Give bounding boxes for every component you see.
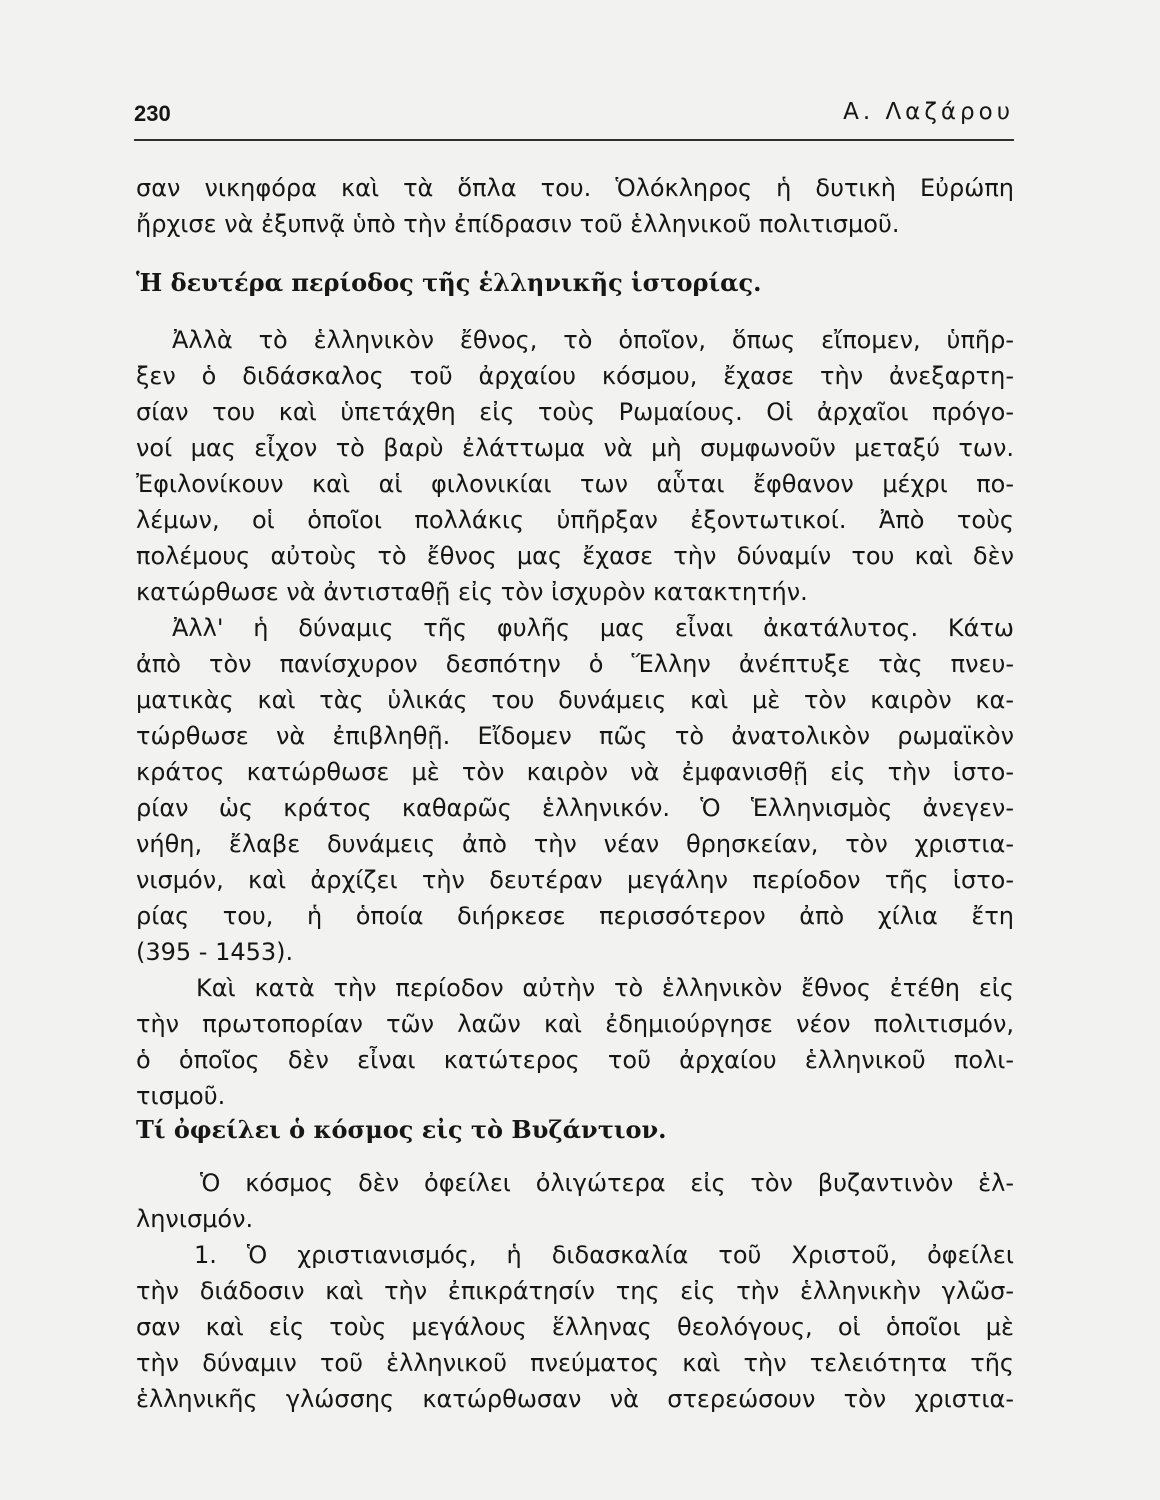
text-line: ὁ ὁποῖος δὲν εἶναι κατώτερος τοῦ ἀρχαίου ἑλληνικοῦ πολι- [136,1046,1014,1074]
text-line: ληνισμόν. [136,1205,254,1233]
text-line: ἀπὸ τὸν πανίσχυρον δεσπότην ὁ Ἕλλην ἀνέπτυξε τὰς πνευ- [136,650,1014,678]
text-line: 1. Ὁ χριστιανισμός, ἡ διδασκαλία τοῦ Χριστοῦ, ὀφείλει [194,1241,1014,1269]
running-head [134,97,1014,141]
text-line: σαν νικηφόρα καὶ τὰ ὅπλα του. Ὁλόκληρος ἡ δυτικὴ Εὐρώπη [136,174,1014,202]
text-line: Ἀλλ' ἡ δύναμις τῆς φυλῆς μας εἶναι ἀκατάλυτος. Κάτω [172,614,1014,642]
running-head-author: Α. Λαζάρου [843,99,1014,125]
paragraph-byzantium [136,1165,1014,1417]
text-line: τώρθωσε νὰ ἐπιβληθῇ. Εἴδομεν πῶς τὸ ἀνατολικὸν ρωμαϊκὸν [136,722,1014,750]
text-line: ματικὰς καὶ τὰς ὑλικάς του δυνάμεις καὶ μὲ τὸν καιρὸν κα- [136,686,1014,714]
text-line: λέμων, οἱ ὁποῖοι πολλάκις ὑπῆρξαν ἐξοντωτικοί. Ἀπὸ τοὺς [136,506,1014,534]
text-line: Ἀλλὰ τὸ ἑλληνικὸν ἔθνος, τὸ ὁποῖον, ὅπως εἴπομεν, ὑπῆρ- [172,326,1014,354]
text-line: νισμόν, καὶ ἀρχίζει τὴν δευτέραν μεγάλην περίοδον τῆς ἱστο- [136,866,1014,894]
text-line: τισμοῦ. [136,1082,226,1110]
text-line: τὴν διάδοσιν καὶ τὴν ἐπικράτησίν της εἰς τὴν ἑλληνικὴν γλῶσ- [136,1277,1014,1305]
section-heading-byzantium: Τί ὀφείλει ὁ κόσμος εἰς τὸ Βυζάντιον. [136,1115,667,1144]
text-line: ξεν ὁ διδάσκαλος τοῦ ἀρχαίου κόσμου, ἔχασε τὴν ἀνεξαρτη- [136,362,1014,390]
text-line: νοί μας εἶχον τὸ βαρὺ ἐλάττωμα νὰ μὴ συμφωνοῦν μεταξύ των. [136,434,1014,462]
text-line: τὴν πρωτοπορίαν τῶν λαῶν καὶ ἐδημιούργησε νέον πολιτισμόν, [136,1010,1014,1038]
text-line: πολέμους αὐτοὺς τὸ ἔθνος μας ἔχασε τὴν δύναμίν του καὶ δὲν [136,542,1014,570]
text-line: (395 - 1453). [136,938,294,966]
text-line: ρίας του, ἡ ὁποία διήρκεσε περισσότερον ἀπὸ χίλια ἔτη [136,902,1014,930]
text-line: τὴν δύναμιν τοῦ ἑλληνικοῦ πνεύματος καὶ τὴν τελειότητα τῆς [136,1349,1014,1377]
text-line: κατώρθωσε νὰ ἀντισταθῇ εἰς τὸν ἰσχυρὸν κατακτητήν. [136,578,808,606]
text-line: κράτος κατώρθωσε μὲ τὸν καιρὸν νὰ ἐμφανισθῇ εἰς τὴν ἱστο- [136,758,1014,786]
text-line: Ὁ κόσμος δὲν ὀφείλει ὀλιγώτερα εἰς τὸν βυζαντινὸν ἑλ- [200,1169,1014,1197]
text-line: ἤρχισε νὰ ἐξυπνᾷ ὑπὸ τὴν ἐπίδρασιν τοῦ ἑλληνικοῦ πολιτισμοῦ. [136,210,900,238]
text-line: Καὶ κατὰ τὴν περίοδον αὐτὴν τὸ ἑλληνικὸν ἔθνος ἐτέθη εἰς [196,974,1014,1002]
page-number: 230 [134,101,171,126]
text-line: ἑλληνικῆς γλώσσης κατώρθωσαν νὰ στερεώσουν τὸν χριστια- [136,1385,1014,1413]
text-line: ρίαν ὡς κράτος καθαρῶς ἑλληνικόν. Ὁ Ἑλληνισμὸς ἀνεγεν- [136,794,1014,822]
text-line: Ἐφιλονίκουν καὶ αἱ φιλονικίαι των αὗται ἔφθανον μέχρι πο- [136,470,1014,498]
paragraph-second-period [136,322,1014,1114]
section-heading-second-period: Ἡ δευτέρα περίοδος τῆς ἑλληνικῆς ἱστορίας. [136,268,762,297]
text-line: σίαν του καὶ ὑπετάχθη εἰς τοὺς Ρωμαίους. Οἱ ἀρχαῖοι πρόγο- [136,398,1014,426]
paragraph-intro [136,170,1014,242]
text-line: νήθη, ἔλαβε δυνάμεις ἀπὸ τὴν νέαν θρησκείαν, τὸν χριστια- [136,830,1014,858]
text-line: σαν καὶ εἰς τοὺς μεγάλους ἕλληνας θεολόγους, οἱ ὁποῖοι μὲ [136,1313,1014,1341]
